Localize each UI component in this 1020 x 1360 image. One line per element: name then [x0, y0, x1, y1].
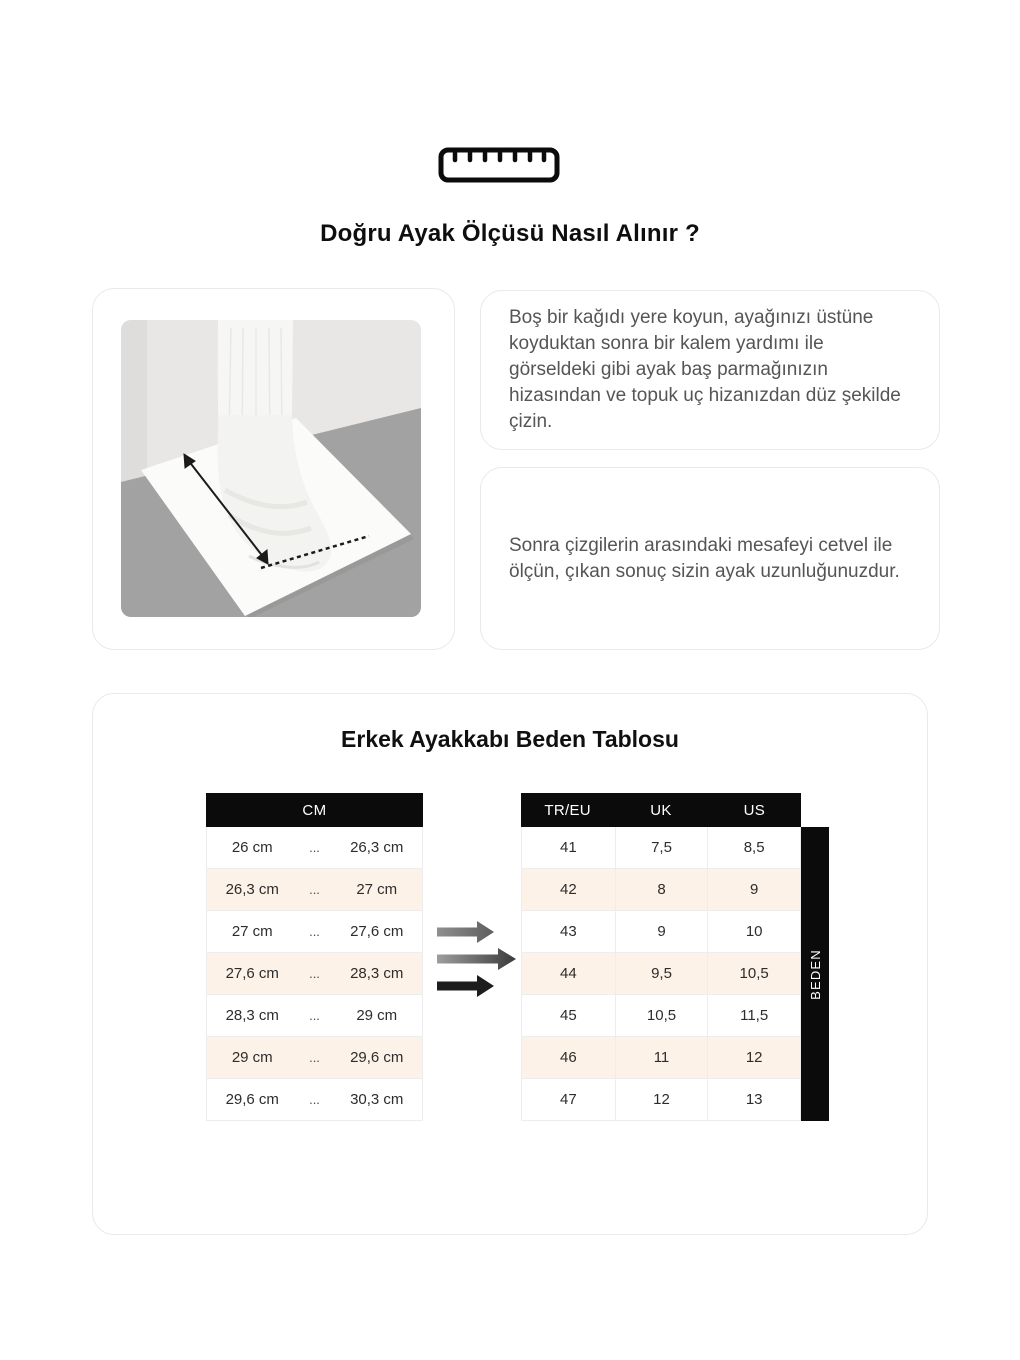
- arrows-right-icon: [436, 918, 520, 1002]
- cm-from: 28,3 cm: [225, 1007, 279, 1024]
- cm-table-row: [206, 1079, 423, 1121]
- instruction-card-2: [480, 467, 940, 650]
- range-separator: ...: [309, 1050, 320, 1065]
- size-table-row: [521, 953, 801, 995]
- treu-value: 45: [559, 1007, 577, 1024]
- cm-to: 27,6 cm: [350, 923, 404, 940]
- us-value: 13: [707, 1079, 800, 1120]
- cm-to: 30,3 cm: [350, 1091, 404, 1108]
- beden-vertical-bar: [801, 827, 829, 1121]
- cm-table-header: CM: [206, 793, 423, 827]
- cm-from: 27,6 cm: [225, 965, 279, 982]
- col-header-us: US: [743, 801, 766, 819]
- treu-value: 42: [559, 881, 577, 898]
- foot-measure-photo: [121, 320, 421, 617]
- cm-to: 27 cm: [356, 881, 398, 898]
- instruction-text-1: Boş bir kağıdı yere koyun, ayağınızı üstüne koyduktan sonra bir kalem yardımı ile görseldeki gibi ayak baş parmağınızın hizasından ve topuk uç hizanızdan düz şekilde çizin.: [509, 307, 901, 432]
- us-value: 10,5: [707, 953, 800, 994]
- cm-table-row: [206, 869, 423, 911]
- range-separator: ...: [309, 1092, 320, 1107]
- cm-from: 26,3 cm: [225, 881, 279, 898]
- us-value: 8,5: [707, 827, 800, 868]
- cm-from: 29 cm: [231, 1049, 273, 1066]
- size-chart-card: [92, 693, 928, 1235]
- ruler-icon: [438, 147, 560, 183]
- range-separator: ...: [309, 966, 320, 981]
- cm-table-row: [206, 995, 423, 1037]
- range-separator: ...: [309, 924, 320, 939]
- size-table-row: [521, 869, 801, 911]
- cm-from: 29,6 cm: [225, 1091, 279, 1108]
- cm-to: 26,3 cm: [350, 839, 404, 856]
- treu-value: 41: [559, 839, 577, 856]
- uk-value: 9: [615, 911, 708, 952]
- cm-from: 26 cm: [231, 839, 273, 856]
- instruction-text-2: Sonra çizgilerin arasındaki mesafeyi cetvel ile ölçün, çıkan sonuç sizin ayak uzunluğunuzdur.: [509, 534, 900, 582]
- size-table-row: [521, 1079, 801, 1121]
- uk-value: 7,5: [615, 827, 708, 868]
- col-header-treu: TR/EU: [544, 801, 591, 819]
- cm-table-row: [206, 911, 423, 953]
- treu-value: 43: [559, 923, 577, 940]
- size-table-row: [521, 827, 801, 869]
- cm-table-row: [206, 953, 423, 995]
- cm-from: 27 cm: [231, 923, 273, 940]
- cm-table: [206, 793, 423, 1121]
- treu-value: 44: [559, 965, 577, 982]
- cm-table-row: [206, 1037, 423, 1079]
- page-title: Doğru Ayak Ölçüsü Nasıl Alınır ?: [320, 220, 700, 247]
- range-separator: ...: [309, 1008, 320, 1023]
- us-value: 11,5: [707, 995, 800, 1036]
- uk-value: 9,5: [615, 953, 708, 994]
- treu-value: 46: [559, 1049, 577, 1066]
- treu-value: 47: [559, 1091, 577, 1108]
- us-value: 10: [707, 911, 800, 952]
- cm-to: 29,6 cm: [350, 1049, 404, 1066]
- range-separator: ...: [309, 840, 320, 855]
- uk-value: 8: [615, 869, 708, 910]
- measure-photo-card: [92, 288, 455, 650]
- uk-value: 11: [615, 1037, 708, 1078]
- size-table-row: [521, 995, 801, 1037]
- cm-table-row: [206, 827, 423, 869]
- col-header-uk: UK: [650, 801, 672, 819]
- size-table-row: [521, 1037, 801, 1079]
- us-value: 12: [707, 1037, 800, 1078]
- size-table-row: [521, 911, 801, 953]
- cm-to: 28,3 cm: [350, 965, 404, 982]
- instruction-card-1: [480, 290, 940, 450]
- range-separator: ...: [309, 882, 320, 897]
- uk-value: 10,5: [615, 995, 708, 1036]
- us-value: 9: [707, 869, 800, 910]
- size-table-header-row: [521, 793, 801, 827]
- size-conversion-table: [521, 793, 801, 1121]
- beden-label: BEDEN: [807, 948, 823, 1000]
- size-chart-title: Erkek Ayakkabı Beden Tablosu: [341, 726, 679, 752]
- cm-to: 29 cm: [356, 1007, 398, 1024]
- uk-value: 12: [615, 1079, 708, 1120]
